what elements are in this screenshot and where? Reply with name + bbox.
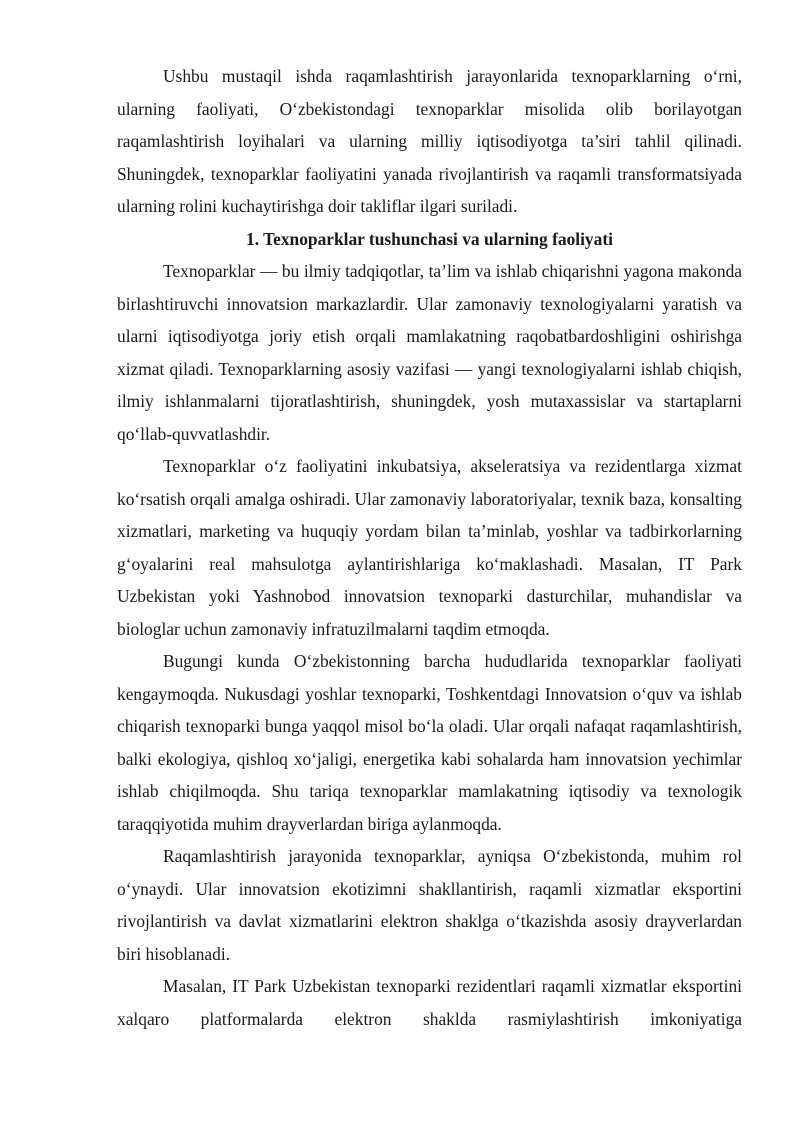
section-heading: 1. Texnoparklar tushunchasi va ularning faoliyati [246, 228, 613, 249]
document-body [117, 60, 742, 1035]
body-paragraph-4: Raqamlashtirish jarayonida texnoparklar, ayniqsa O‘zbekistonda, muhim rol o‘ynaydi. Ular innovatsion ekotizimni shakllantirish, raqamli xizmatlar eksportini rivojlantirish va davlat xizmatlarini elektron shaklga o‘tkazishda asosiy drayverlardan biri hisoblanadi. [117, 846, 742, 964]
body-paragraph-1: Texnoparklar — bu ilmiy tadqiqotlar, ta’lim va ishlab chiqarishni yagona makonda birlashtiruvchi innovatsion markazlardir. Ular zamonaviy texnologiyalarni yaratish va ularni iqtisodiyotga joriy etish orqali mamlakatning raqobatbardoshligini oshirishga xizmat qiladi. Texnoparklarning asosiy vazifasi — yangi texnologiyalarni ishlab chiqish, ilmiy ishlanmalarni tijoratlashtirish, shuningdek, yosh mutaxassislar va startaplarni qo‘llab-quvvatlashdir. [117, 261, 742, 444]
body-paragraph-2: Texnoparklar o‘z faoliyatini inkubatsiya, akseleratsiya va rezidentlarga xizmat ko‘rsatish orqali amalga oshiradi. Ular zamonaviy laboratoriyalar, texnik baza, konsalting xizmatlari, marketing va huquqiy yordam bilan ta’minlab, yoshlar va tadbirkorlarning g‘oyalarini real mahsulotga aylantirishlariga ko‘maklashadi. Masalan, IT Park Uzbekistan yoki Yashnobod innovatsion texnoparki dasturchilar, muhandislar va biologlar uchun zamonaviy infratuzilmalarni taqdim etmoqda. [117, 456, 742, 639]
body-paragraph-3: Bugungi kunda O‘zbekistonning barcha hududlarida texnoparklar faoliyati kengaymoqda. Nukusdagi yoshlar texnoparki, Toshkentdagi Innovatsion o‘quv va ishlab chiqarish texnoparki bunga yaqqol misol bo‘la oladi. Ular orqali nafaqat raqamlashtirish, balki ekologiya, qishloq xo‘jaligi, energetika kabi sohalarda ham innovatsion yechimlar ishlab chiqilmoqda. Shu tariqa texnoparklar mamlakatning iqtisodiy va texnologik taraqqiyotida muhim drayverlardan biriga aylanmoqda. [117, 651, 742, 834]
body-paragraph-5: Masalan, IT Park Uzbekistan texnoparki rezidentlari raqamli xizmatlar eksportini xalqaro platformalarda elektron shaklda rasmiylashtirish imkoniyatiga [117, 976, 742, 1029]
intro-paragraph: Ushbu mustaqil ishda raqamlashtirish jarayonlarida texnoparklarning o‘rni, ularning faoliyati, O‘zbekistondagi texnoparklar misolida olib borilayotgan raqamlashtirish loyihalari va ularning milliy iqtisodiyotga ta’siri tahlil qilinadi. Shuningdek, texnoparklar faoliyatini yanada rivojlantirish va raqamli transformatsiyada ularning rolini kuchaytirishga doir takliflar ilgari suriladi. [117, 66, 742, 216]
